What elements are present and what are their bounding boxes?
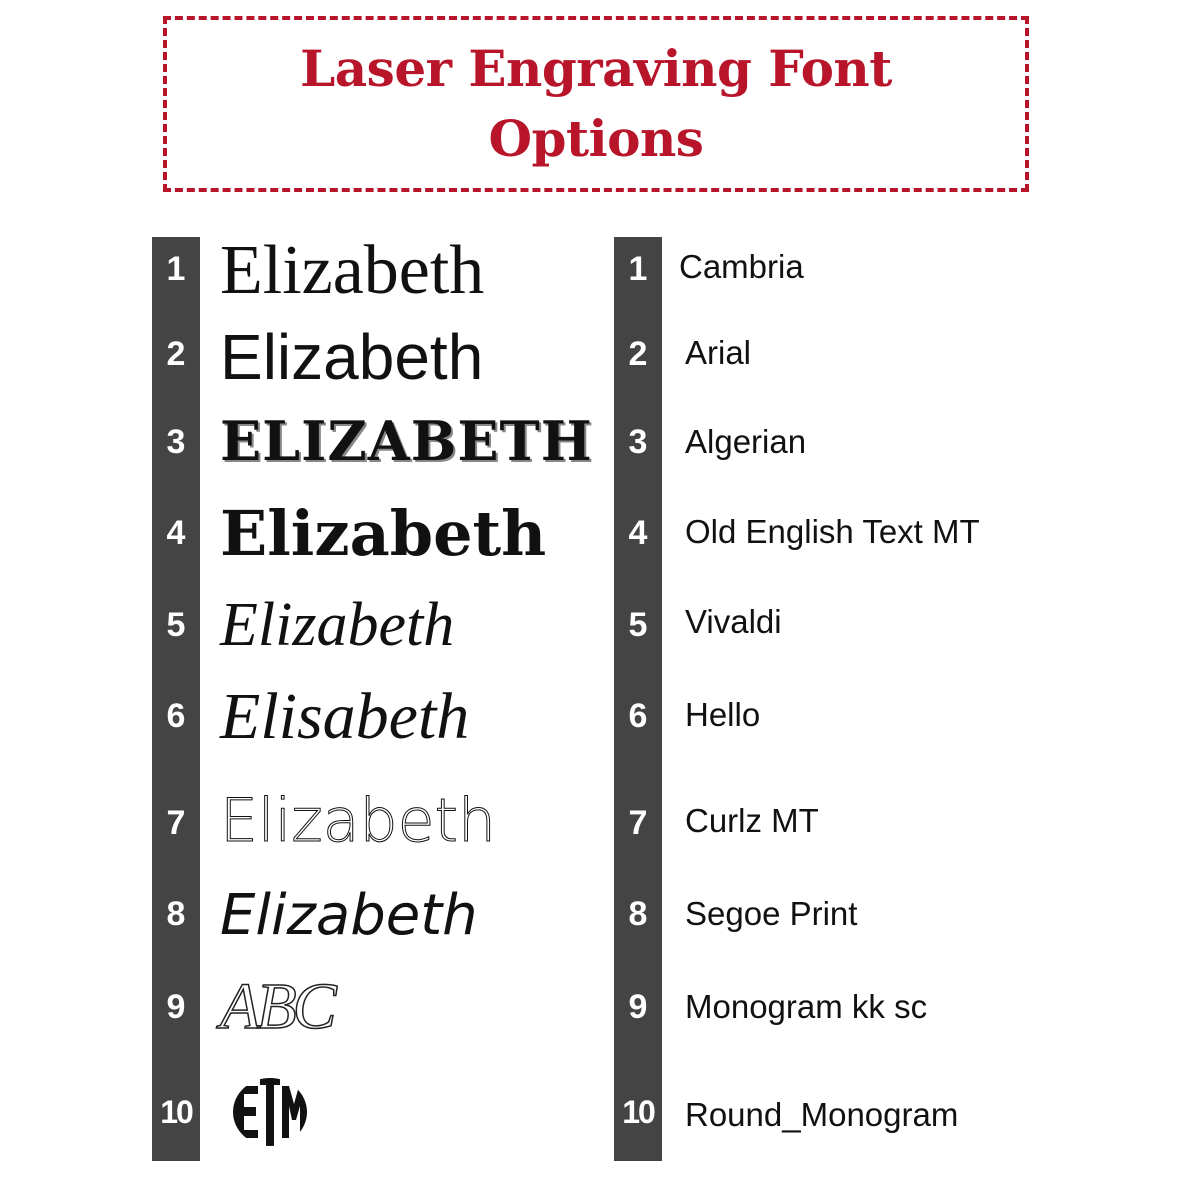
title-line-2: Options bbox=[488, 109, 704, 168]
right-number-6: 6 bbox=[628, 697, 648, 735]
right-number-1: 1 bbox=[628, 250, 648, 288]
left-number-2: 2 bbox=[166, 335, 186, 373]
left-number-6: 6 bbox=[166, 697, 186, 735]
font-name-monogram-kk: Monogram kk sc bbox=[685, 988, 928, 1025]
sample-algerian: ELIZABETH bbox=[220, 409, 593, 473]
font-name-algerian: Algerian bbox=[685, 423, 807, 460]
right-number-2: 2 bbox=[628, 335, 648, 373]
font-name-hello: Hello bbox=[685, 696, 761, 733]
sample-curlz: Elizabeth bbox=[220, 786, 497, 856]
left-number-10: 10 bbox=[160, 1094, 192, 1130]
round-monogram-text: ETM bbox=[230, 1076, 233, 1077]
left-number-3: 3 bbox=[166, 423, 186, 461]
font-name-segoe-print: Segoe Print bbox=[685, 895, 858, 932]
left-number-9: 9 bbox=[166, 988, 186, 1026]
font-name-round-monogram: Round_Monogram bbox=[685, 1096, 959, 1133]
left-number-8: 8 bbox=[166, 895, 186, 933]
font-name-old-english: Old English Text MT bbox=[685, 513, 980, 550]
sample-cambria: Elizabeth bbox=[220, 232, 485, 309]
sample-segoe-print: Elizabeth bbox=[220, 882, 478, 948]
right-number-bar bbox=[614, 237, 662, 1161]
left-number-1: 1 bbox=[166, 250, 186, 288]
sample-hello: Elisabeth bbox=[220, 680, 470, 753]
sample-round-monogram bbox=[230, 1076, 310, 1148]
right-number-9: 9 bbox=[628, 988, 648, 1026]
page-title bbox=[300, 34, 892, 174]
sample-old-english: Elizabeth bbox=[220, 496, 547, 570]
font-name-vivaldi: Vivaldi bbox=[685, 603, 782, 640]
left-number-bar bbox=[152, 237, 200, 1161]
right-number-8: 8 bbox=[628, 895, 648, 933]
font-name-curlz: Curlz MT bbox=[685, 802, 819, 839]
sample-vivaldi: Elizabeth bbox=[220, 590, 455, 659]
right-number-4: 4 bbox=[628, 514, 648, 552]
left-number-7: 7 bbox=[166, 804, 186, 842]
sample-arial: Elizabeth bbox=[220, 321, 484, 393]
title-box bbox=[163, 16, 1029, 192]
right-number-10: 10 bbox=[622, 1094, 654, 1130]
right-number-7: 7 bbox=[628, 804, 648, 842]
title-line-1: Laser Engraving Font bbox=[300, 39, 892, 98]
right-number-3: 3 bbox=[628, 423, 648, 461]
left-number-5: 5 bbox=[166, 606, 186, 644]
font-name-arial: Arial bbox=[685, 334, 752, 371]
font-name-cambria: Cambria bbox=[679, 248, 804, 285]
sample-monogram-kk: ABC bbox=[220, 970, 333, 1043]
right-number-5: 5 bbox=[628, 606, 648, 644]
left-number-4: 4 bbox=[166, 514, 186, 552]
